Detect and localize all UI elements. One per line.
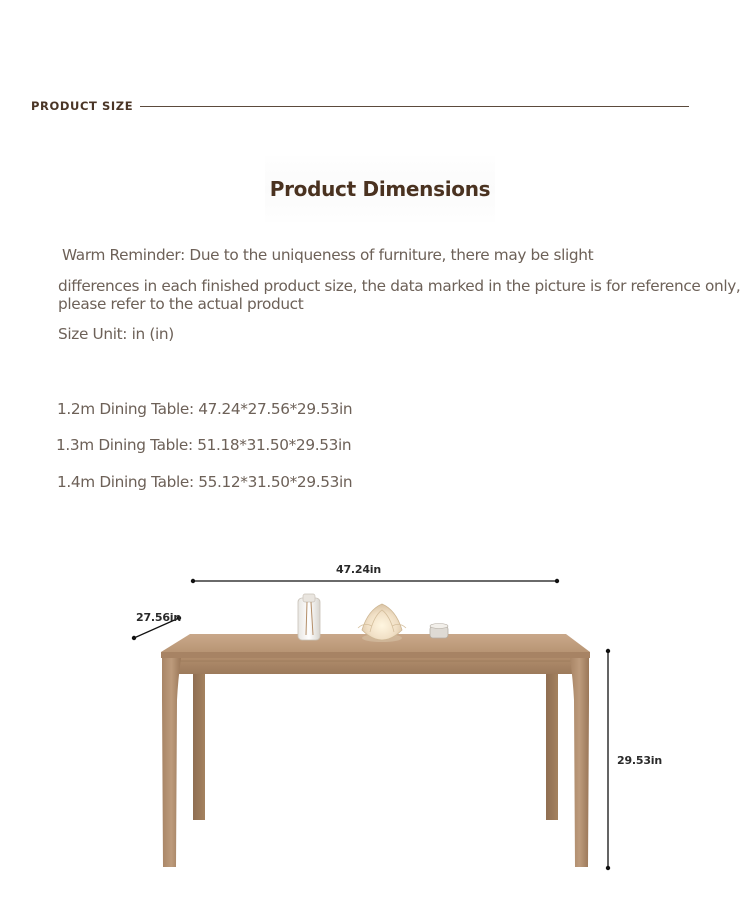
size-unit: Size Unit: in (in) — [58, 325, 174, 343]
height-label: 29.53in — [617, 754, 662, 767]
width-dimension-line — [191, 579, 559, 583]
front-right-leg — [570, 658, 589, 867]
reminder-line-1: Warm Reminder: Due to the uniqueness of furniture, there may be slight — [62, 246, 594, 264]
width-label: 47.24in — [336, 563, 381, 576]
table-apron — [163, 658, 588, 674]
back-right-leg — [546, 672, 558, 820]
size-spec-1-2m: 1.2m Dining Table: 47.24*27.56*29.53in — [57, 400, 353, 418]
table-diagram — [0, 540, 750, 892]
page-title: Product Dimensions — [265, 156, 495, 222]
size-spec-1-4m: 1.4m Dining Table: 55.12*31.50*29.53in — [57, 473, 353, 491]
section-header — [31, 98, 691, 116]
front-left-leg — [162, 658, 181, 867]
table-top-edge — [161, 652, 590, 658]
reminder-line-3: please refer to the actual product — [58, 295, 304, 313]
section-title: PRODUCT SIZE — [31, 99, 134, 113]
candle-holder — [430, 624, 448, 639]
height-dimension-line — [606, 649, 610, 870]
reminder-line-2: differences in each finished product size, the data marked in the picture is for reference only, — [58, 277, 741, 295]
dining-table-illustration — [0, 540, 750, 892]
depth-label: 27.56in — [136, 611, 181, 624]
size-spec-1-3m: 1.3m Dining Table: 51.18*31.50*29.53in — [56, 436, 352, 454]
lotus-lamp — [358, 604, 406, 642]
glass-vase — [298, 594, 320, 640]
back-left-leg — [193, 672, 205, 820]
section-divider — [140, 106, 689, 107]
